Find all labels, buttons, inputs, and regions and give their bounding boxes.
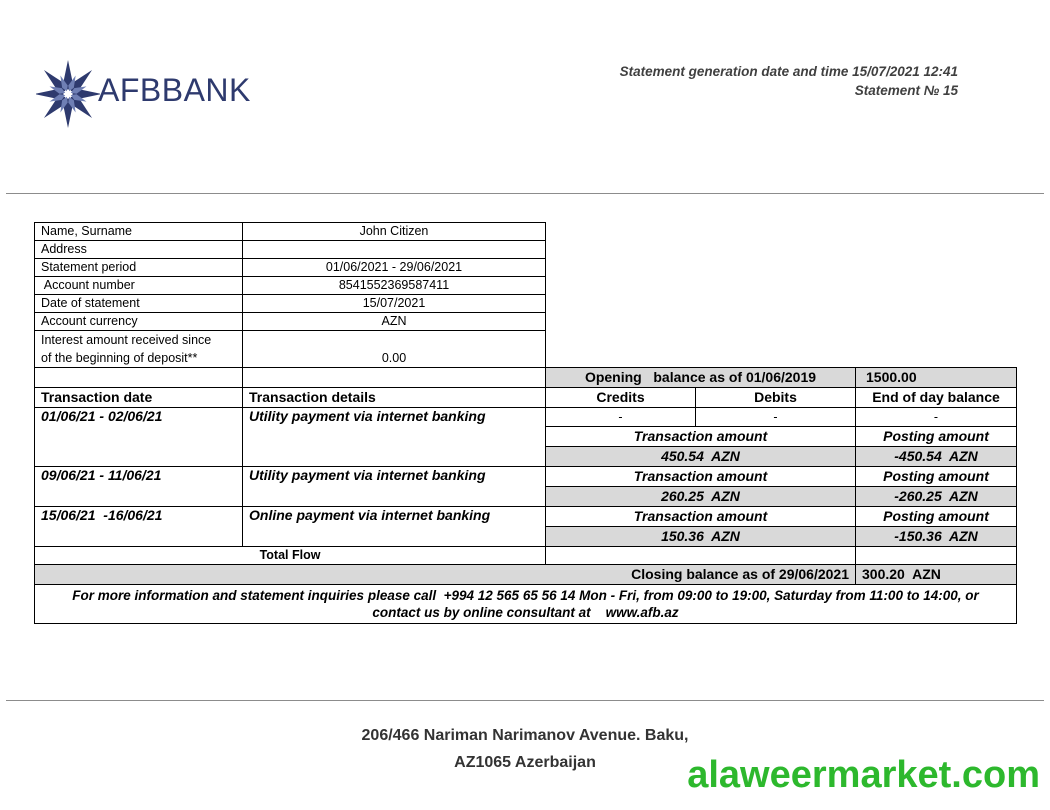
posting-amount-label: Posting amount xyxy=(856,467,1017,487)
total-flow-row xyxy=(35,547,1017,565)
posting-amount: -260.25 AZN xyxy=(856,487,1017,507)
statement-number: Statement № 15 xyxy=(854,83,958,98)
statement-header xyxy=(620,62,958,100)
transaction-date: 09/06/21 - 11/06/21 xyxy=(35,467,243,507)
transaction-date: 01/06/21 - 02/06/21 xyxy=(35,408,243,467)
transaction-details: Online payment via internet banking xyxy=(243,507,546,547)
period-value: 01/06/2021 - 29/06/2021 xyxy=(243,259,546,277)
interest-value-text: 0.00 xyxy=(381,351,407,365)
currency-label: Account currency xyxy=(35,313,243,331)
bank-name: AFBBANK xyxy=(98,72,251,108)
transaction-amount-label: Transaction amount xyxy=(546,507,856,527)
period-label: Statement period xyxy=(35,259,243,277)
closing-balance-value: 300.20 AZN xyxy=(856,565,1017,585)
currency-value: AZN xyxy=(243,313,546,331)
star-logo-icon xyxy=(36,58,100,130)
customer-row-interest xyxy=(35,331,1017,368)
opening-balance-label: Opening balance as of 01/06/2019 xyxy=(546,368,856,388)
info-row xyxy=(35,585,1017,624)
transaction-details: Utility payment via internet banking xyxy=(243,467,546,507)
column-header-row xyxy=(35,388,1017,408)
name-value: John Citizen xyxy=(243,223,546,241)
transaction-amount: 260.25 AZN xyxy=(546,487,856,507)
transaction-details: Utility payment via internet banking xyxy=(243,408,546,467)
watermark: alaweermarket.com xyxy=(687,754,1040,796)
closing-balance-row xyxy=(35,565,1017,585)
date-value: 15/07/2021 xyxy=(243,295,546,313)
customer-row-address xyxy=(35,241,1017,259)
interest-label xyxy=(35,331,243,368)
interest-value xyxy=(243,331,546,368)
customer-row-period xyxy=(35,259,1017,277)
transaction-row xyxy=(35,467,1017,487)
col-transaction-details: Transaction details xyxy=(243,388,546,408)
credit-value: - xyxy=(546,408,696,427)
col-transaction-date: Transaction date xyxy=(35,388,243,408)
posting-amount: -450.54 AZN xyxy=(856,447,1017,467)
address-label: Address xyxy=(35,241,243,259)
col-credits: Credits xyxy=(546,388,696,408)
transaction-amount-label: Transaction amount xyxy=(546,467,856,487)
contact-info-line-1: For more information and statement inquiries please call +994 12 565 65 56 14 Mon - Fri, from 09:00 to 19:00, Saturday from 11:00 to 14:00, or xyxy=(72,588,979,603)
contact-info xyxy=(35,585,1017,624)
address-value xyxy=(243,241,546,259)
transaction-row xyxy=(35,507,1017,527)
customer-row-account xyxy=(35,277,1017,295)
total-flow-label: Total Flow xyxy=(35,547,546,565)
account-value: 8541552369587411 xyxy=(243,277,546,295)
transaction-amount: 450.54 AZN xyxy=(546,447,856,467)
statement-table xyxy=(34,222,1017,624)
posting-amount-label: Posting amount xyxy=(856,507,1017,527)
address-line-1: 206/466 Nariman Narimanov Avenue. Baku, xyxy=(361,727,689,744)
generation-datetime: Statement generation date and time 15/07/2021 12:41 xyxy=(619,64,958,79)
customer-row-name xyxy=(35,223,1017,241)
transaction-amount-label: Transaction amount xyxy=(546,427,856,447)
interest-label-line-2: of the beginning of deposit** xyxy=(41,351,198,365)
posting-amount: -150.36 AZN xyxy=(856,527,1017,547)
top-divider xyxy=(6,193,1044,194)
opening-balance-row xyxy=(35,368,1017,388)
address-line-2: AZ1065 Azerbaijan xyxy=(454,754,596,771)
posting-amount-label: Posting amount xyxy=(856,427,1017,447)
date-label: Date of statement xyxy=(35,295,243,313)
interest-label-line-1: Interest amount received since xyxy=(41,333,212,347)
customer-row-date xyxy=(35,295,1017,313)
col-debits: Debits xyxy=(696,388,856,408)
account-label: Account number xyxy=(35,277,243,295)
eod-value: - xyxy=(856,408,1017,427)
opening-balance-value: 1500.00 xyxy=(856,368,1017,388)
name-label: Name, Surname xyxy=(35,223,243,241)
transaction-amount: 150.36 AZN xyxy=(546,527,856,547)
contact-info-line-2: contact us by online consultant at www.afb.az xyxy=(372,605,679,620)
bank-logo xyxy=(36,58,306,130)
closing-balance-label: Closing balance as of 29/06/2021 xyxy=(35,565,856,585)
transaction-date: 15/06/21 -16/06/21 xyxy=(35,507,243,547)
customer-row-currency xyxy=(35,313,1017,331)
col-end-of-day-balance: End of day balance xyxy=(856,388,1017,408)
transaction-row xyxy=(35,408,1017,427)
bottom-divider xyxy=(6,700,1044,701)
debit-value: - xyxy=(696,408,856,427)
